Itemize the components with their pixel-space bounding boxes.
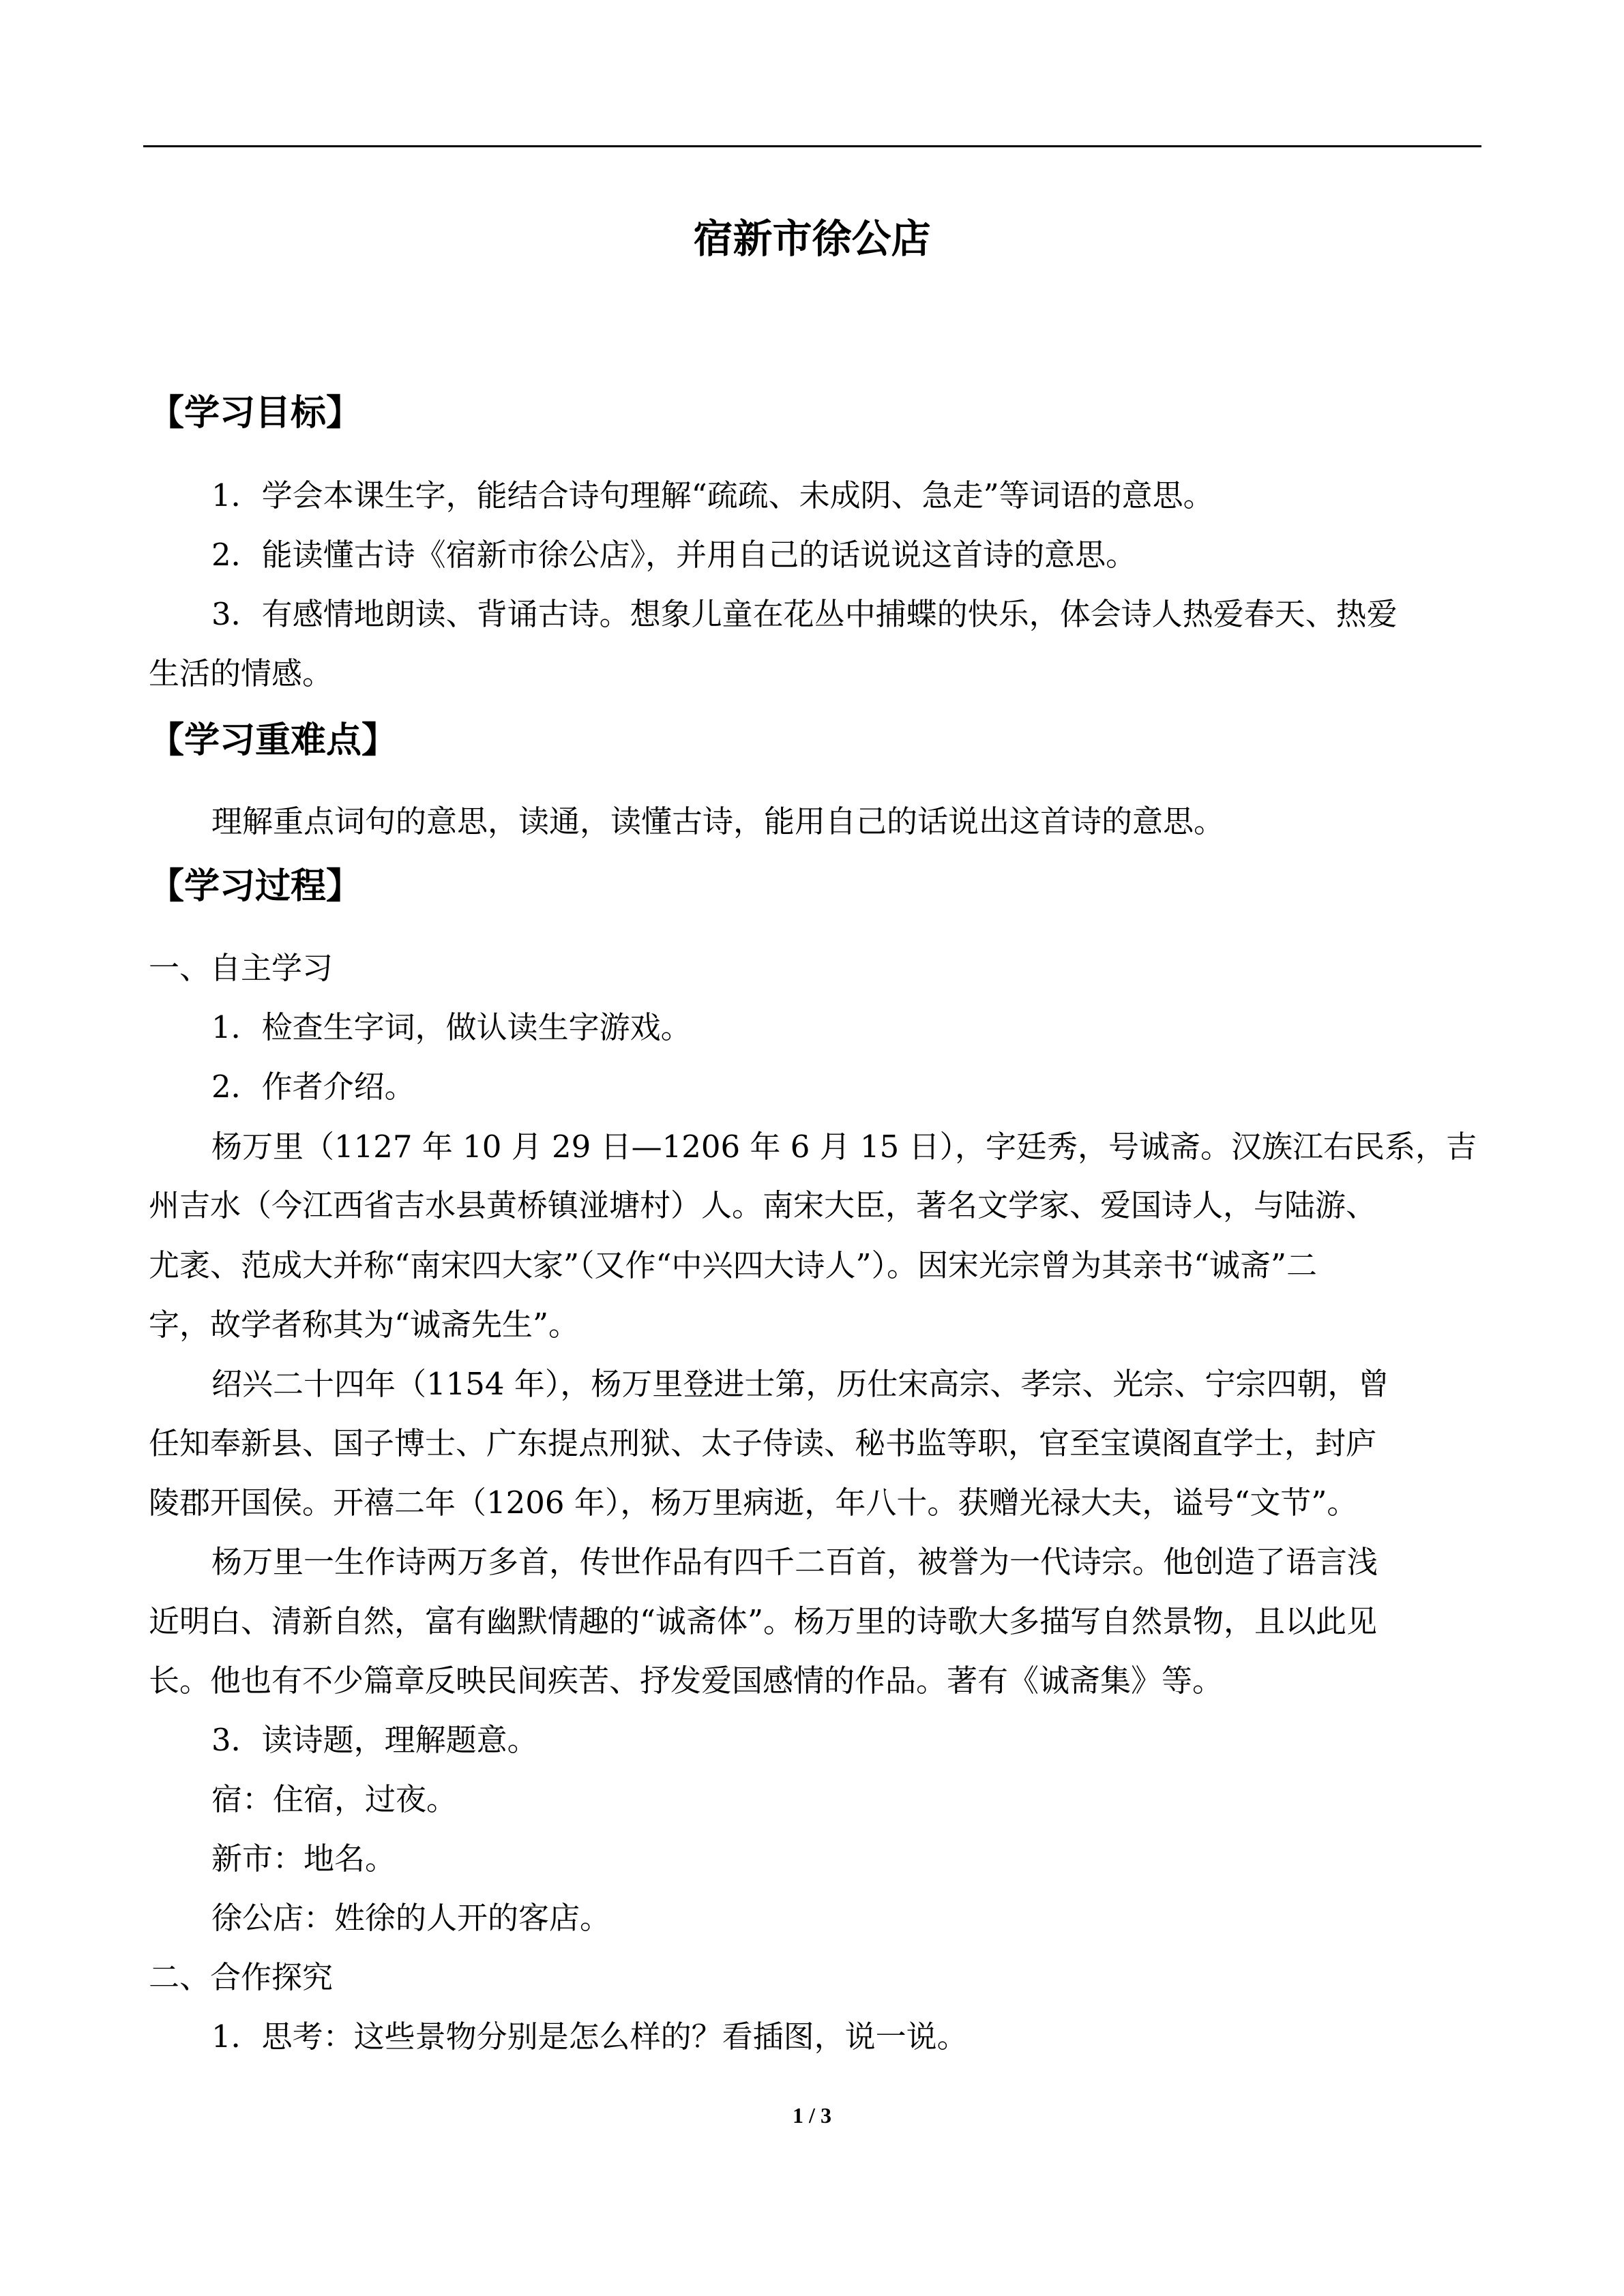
bio-para1-line4: 字，故学者称其为“诚斋先生”。 (149, 1307, 580, 1343)
gloss-xugongdian: 徐公店：姓徐的人开的客店。 (211, 1900, 611, 1936)
gloss-xinshi: 新市：地名。 (211, 1840, 396, 1877)
bio-para1-line2: 州吉水（今江西省吉水县黄桥镇湴塘村）人。南宋大臣，著名文学家、爱国诗人，与陆游、 (149, 1187, 1377, 1223)
goal-item-3: 3．有感情地朗读、背诵古诗。想象儿童在花丛中捕蝶的快乐，体会诗人热爱春天、热爱 (211, 596, 1398, 632)
goal-item-3-cont: 生活的情感。 (149, 655, 334, 691)
key-points-text: 理解重点词句的意思，读通，读懂古诗，能用自己的话说出这首诗的意思。 (211, 803, 1225, 839)
bio-para1-line1: 杨万里（1127 年 10 月 29 日—1206 年 6 月 15 日），字廷秀，号诚斋。汉族江右民系，吉 (211, 1129, 1477, 1165)
bio-para3-line2: 近明白、清新自然，富有幽默情趣的“诚斋体”。杨万里的诗歌大多描写自然景物，且以此见 (149, 1603, 1378, 1639)
step-2: 2．作者介绍。 (211, 1069, 415, 1105)
section-heading-goals: 【学习目标】 (149, 393, 362, 434)
bio-para3-line1: 杨万里一生作诗两万多首，传世作品有四千二百首，被誉为一代诗宗。他创造了语言浅 (211, 1544, 1378, 1580)
document-title: 宿新市徐公店 (693, 215, 931, 262)
bio-para2-line2: 任知奉新县、国子博士、广东提点刑狱、太子侍读、秘书监等职，官至宝谟阁直学士，封庐 (149, 1425, 1377, 1461)
header-rule (143, 145, 1481, 147)
goal-item-2: 2．能读懂古诗《宿新市徐公店》，并用自己的话说说这首诗的意思。 (211, 537, 1137, 573)
gloss-su: 宿：住宿，过夜。 (211, 1781, 458, 1817)
part1-title: 一、自主学习 (149, 950, 334, 986)
part2-step-1: 1．思考：这些景物分别是怎么样的？看插图，说一说。 (211, 2018, 968, 2055)
step-1: 1．检查生字词，做认读生字游戏。 (211, 1009, 692, 1045)
bio-para2-line3: 陵郡开国侯。开禧二年（1206 年），杨万里病逝，年八十。获赠光禄大夫，谥号“文节”。 (149, 1485, 1358, 1521)
goal-item-1: 1．学会本课生字，能结合诗句理解“疏疏、未成阴、急走”等词语的意思。 (211, 477, 1214, 513)
bio-para3-line3: 长。他也有不少篇章反映民间疾苦、抒发爱国感情的作品。著有《诚斋集》等。 (149, 1663, 1224, 1699)
page-number: 1 / 3 (793, 2103, 831, 2128)
step-3: 3．读诗题，理解题意。 (211, 1722, 538, 1758)
section-heading-process: 【学习过程】 (149, 866, 362, 907)
bio-para1-line3: 尤袤、范成大并称“南宋四大家”（又作“中兴四大诗人”）。因宋光宗曾为其亲书“诚斋”二 (149, 1247, 1318, 1283)
part2-title: 二、合作探究 (149, 1959, 334, 1995)
section-heading-key-points: 【学习重难点】 (149, 720, 398, 761)
bio-para2-line1: 绍兴二十四年（1154 年），杨万里登进士第，历仕宋高宗、孝宗、光宗、宁宗四朝，曾 (211, 1366, 1389, 1402)
